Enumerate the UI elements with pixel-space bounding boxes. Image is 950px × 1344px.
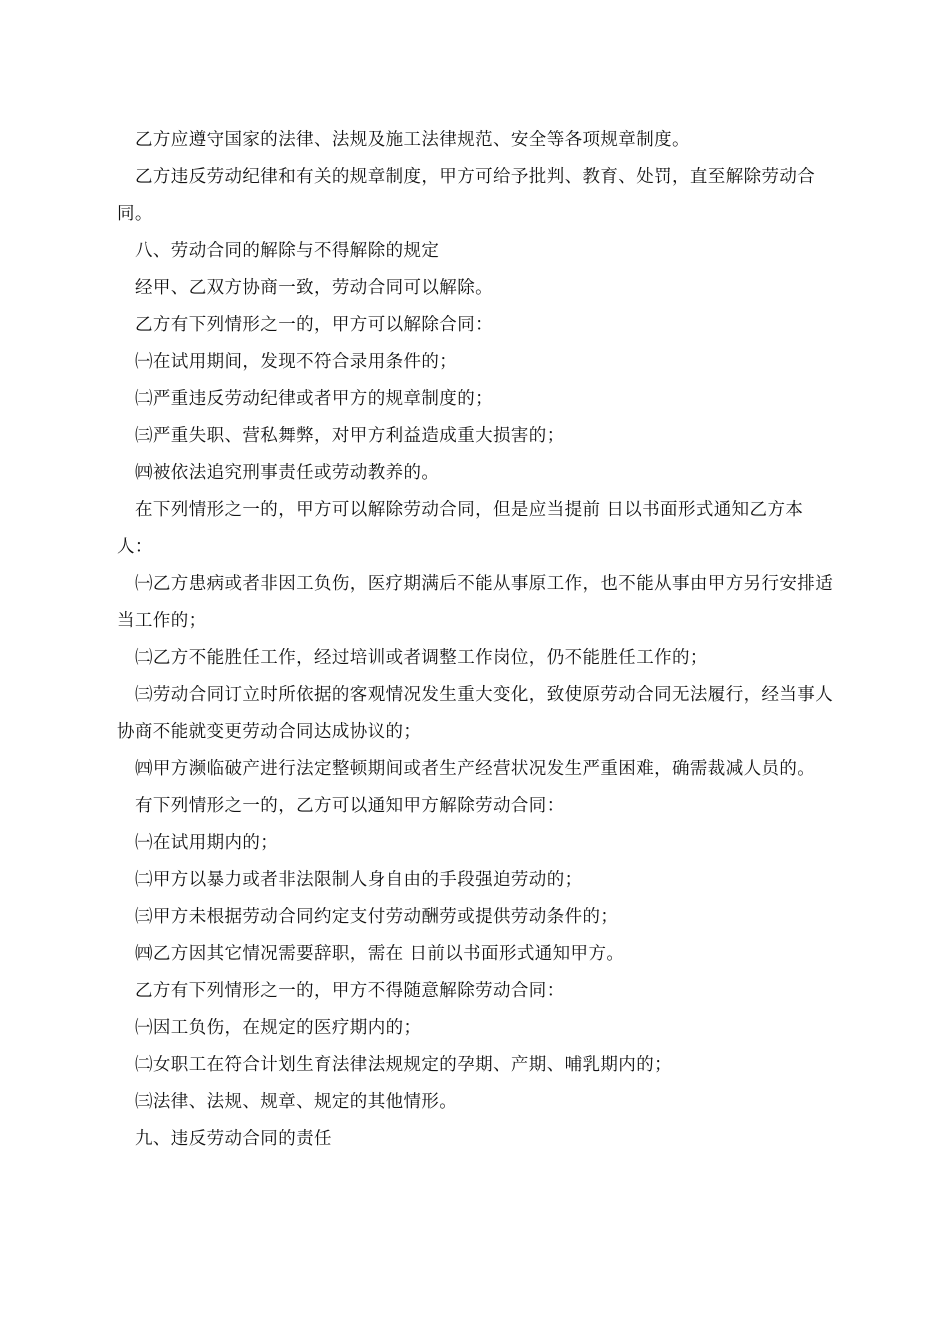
list-item: ㈡甲方以暴力或者非法限制人身自由的手段强迫劳动的； <box>135 870 583 890</box>
paragraph-employer-may-terminate: 乙方有下列情形之一的，甲方可以解除合同： <box>135 315 493 335</box>
list-item: ㈠在试用期间，发现不符合录用条件的； <box>135 352 458 372</box>
section-heading-8: 八、劳动合同的解除与不得解除的规定 <box>135 241 440 261</box>
paragraph-mutual-termination: 经甲、乙双方协商一致，劳动合同可以解除。 <box>135 278 493 298</box>
list-item: ㈠在试用期内的； <box>135 833 279 853</box>
paragraph-comply-regulations: 乙方应遵守国家的法律、法规及施工法律规范、安全等各项规章制度。 <box>135 130 690 150</box>
list-item: ㈡乙方不能胜任工作，经过培训或者调整工作岗位，仍不能胜任工作的； <box>135 648 708 668</box>
paragraph-may-not-terminate: 乙方有下列情形之一的，甲方不得随意解除劳动合同： <box>135 981 565 1001</box>
list-item: ㈢法律、法规、规章、规定的其他情形。 <box>135 1092 458 1112</box>
list-item: ㈡女职工在符合计划生育法律法规规定的孕期、产期、哺乳期内的； <box>135 1055 672 1075</box>
section-heading-9: 九、违反劳动合同的责任 <box>135 1129 332 1149</box>
paragraph-notice-termination: 在下列情形之一的，甲方可以解除劳动合同，但是应当提前 日以书面形式通知乙方本人： <box>117 500 804 557</box>
list-item: ㈣甲方濒临破产进行法定整顿期间或者生产经营状况发生严重困难，确需裁减人员的。 <box>135 759 816 779</box>
paragraph-violation-discipline: 乙方违反劳动纪律和有关的规章制度，甲方可给予批判、教育、处罚，直至解除劳动合同。 <box>117 167 816 224</box>
list-item: ㈣乙方因其它情况需要辞职，需在 日前以书面形式通知甲方。 <box>135 944 625 964</box>
document-body <box>117 122 835 1158</box>
list-item: ㈢甲方未根据劳动合同约定支付劳动酬劳或提供劳动条件的； <box>135 907 619 927</box>
list-item: ㈢严重失职、营私舞弊，对甲方利益造成重大损害的； <box>135 426 565 446</box>
list-item: ㈣被依法追究刑事责任或劳动教养的。 <box>135 463 440 483</box>
list-item: ㈡严重违反劳动纪律或者甲方的规章制度的； <box>135 389 493 409</box>
list-item: ㈠因工负伤，在规定的医疗期内的； <box>135 1018 422 1038</box>
list-item: ㈢劳动合同订立时所依据的客观情况发生重大变化，致使原劳动合同无法履行，经当事人协商不能就变更劳动合同达成协议的； <box>117 685 834 742</box>
list-item: ㈠乙方患病或者非因工负伤，医疗期满后不能从事原工作，也不能从事由甲方另行安排适当工作的； <box>117 574 834 631</box>
paragraph-employee-may-terminate: 有下列情形之一的，乙方可以通知甲方解除劳动合同： <box>135 796 565 816</box>
